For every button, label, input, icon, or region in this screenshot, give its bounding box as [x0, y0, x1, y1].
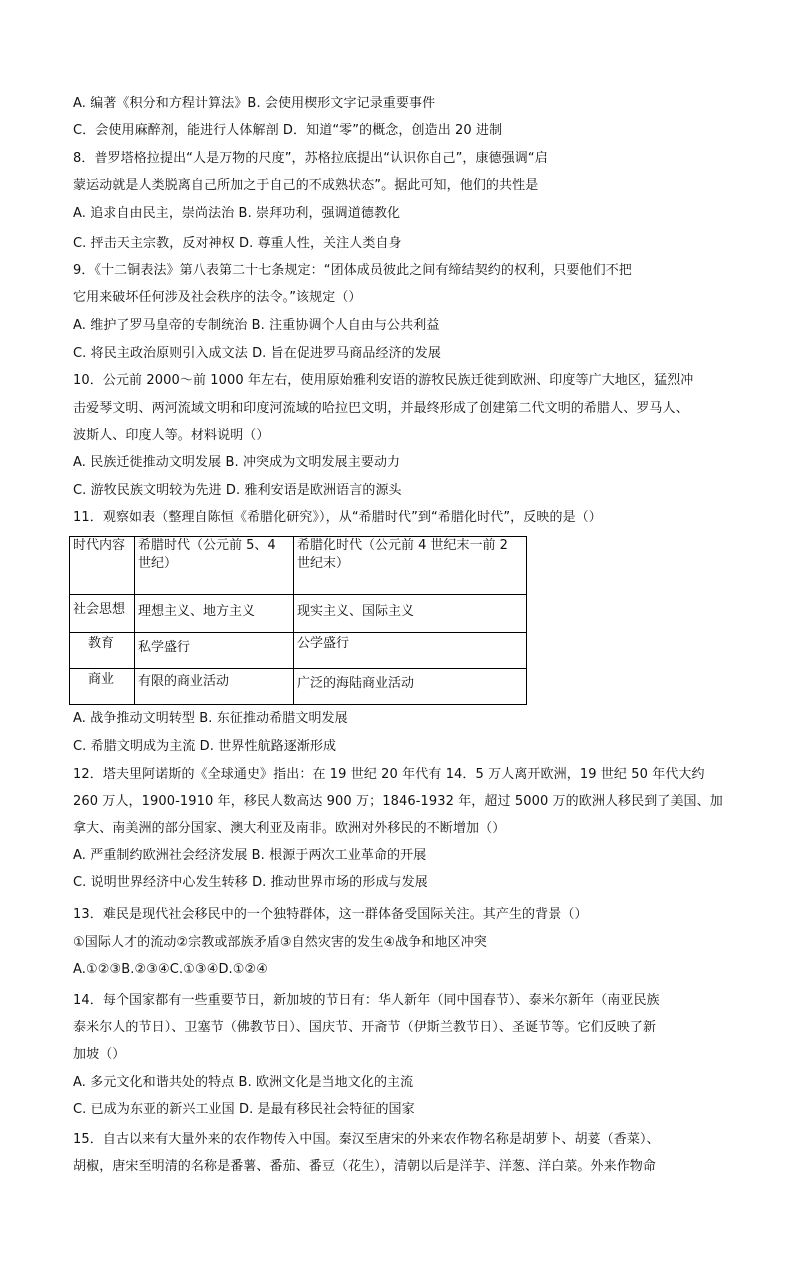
table-cell: 希腊化时代（公元前 4 世纪末一前 2 世纪末） [294, 537, 527, 595]
option-line: A. 战争推动文明转型 B. 东征推动希腊文明发展 [73, 711, 348, 726]
option-line: A. 多元文化和谐共处的特点 B. 欧洲文化是当地文化的主流 [73, 1075, 414, 1090]
question-text: 它用来破坏任何涉及社会秩序的法令。”该规定（） [73, 290, 362, 305]
option-line: A.①②③B.②③④C.①③④D.①②④ [73, 962, 269, 977]
option-line: A. 民族迁徙推动文明发展 B. 冲突成为文明发展主要动力 [73, 455, 401, 470]
option-line: A. 维护了罗马皇帝的专制统治 B. 注重协调个人自由与公共利益 [73, 318, 440, 333]
question-text: 击爱琴文明、两河流域文明和印度河流域的哈拉巴文明，并最终形成了创建第二代文明的希腊人、罗马人、 [73, 401, 689, 416]
option-line: A. 编著《积分和方程计算法》B. 会使用楔形文字记录重要事件 [73, 96, 436, 111]
question-text: 泰米尔人的节日）、卫塞节（佛教节日）、国庆节、开斋节（伊斯兰教节日）、圣诞节等。它们反映了新 [73, 1020, 657, 1035]
option-line: C. 将民主政治原则引入成文法 D. 旨在促进罗马商品经济的发展 [73, 346, 441, 361]
table-cell: 有限的商业活动 [135, 669, 294, 705]
question-text: 拿大、南美洲的部分国家、澳大利亚及南非。欧洲对外移民的不断增加（） [73, 821, 506, 836]
table-cell: 希腊时代（公元前 5、4 世纪） [135, 537, 294, 595]
option-line: C．会使用麻醉剂，能进行人体解剖 D．知道“零”的概念，创造出 20 进制 [73, 123, 503, 138]
option-line: C. 希腊文明成为主流 D. 世界性航路逐渐形成 [73, 739, 337, 754]
comparison-table [69, 536, 527, 705]
question-15: 15．自古以来有大量外来的农作物传入中国。秦汉至唐宋的外来农作物名称是胡萝卜、胡荽（香菜）、 [73, 1132, 660, 1147]
question-12: 12．塔夫里阿诺斯的《全球通史》指出：在 19 世纪 20 年代有 14．5 万人离开欧洲，19 世纪 50 年代大约 [73, 767, 705, 782]
table-row [70, 633, 527, 669]
question-14: 14．每个国家都有一些重要节日，新加坡的节日有：华人新年（同中国春节）、泰米尔新年（南亚民族 [73, 993, 660, 1008]
option-line: A. 追求自由民主，崇尚法治 B. 崇拜功利，强调道德教化 [73, 206, 401, 221]
question-8: 8．普罗塔格拉提出“人是万物的尺度”，苏格拉底提出“认识你自己”，康德强调“启 [73, 151, 548, 166]
table-cell: 时代内容 [70, 537, 135, 595]
table-cell: 教育 [70, 633, 135, 669]
table-row [70, 537, 527, 595]
table-row [70, 669, 527, 705]
option-line: C. 已成为东亚的新兴工业国 D. 是最有移民社会特征的国家 [73, 1102, 415, 1117]
table-cell: 社会思想 [70, 595, 135, 633]
question-text: 胡椒，唐宋至明清的名称是番薯、番茄、番豆（花生），清朝以后是洋芋、洋葱、洋白菜。外来作物命 [73, 1159, 657, 1174]
option-line: A. 严重制约欧洲社会经济发展 B. 根源于两次工业革命的开展 [73, 848, 427, 863]
table-cell: 公学盛行 [294, 633, 527, 669]
table-cell: 私学盛行 [135, 633, 294, 669]
table-cell: 广泛的海陆商业活动 [294, 669, 527, 705]
question-10: 10．公元前 2000～前 1000 年左右，使用原始雅利安语的游牧民族迁徙到欧洲、印度等广大地区，猛烈冲 [73, 373, 694, 388]
option-line: C. 抨击天主宗教，反对神权 D. 尊重人性，关注人类自身 [73, 236, 402, 251]
question-text: 波斯人、印度人等。材料说明（） [73, 428, 270, 443]
option-line: C. 说明世界经济中心发生转移 D. 推动世界市场的形成与发展 [73, 875, 428, 890]
question-13: 13．难民是现代社会移民中的一个独特群体，这一群体备受国际关注。其产生的背景（） [73, 907, 588, 922]
question-11: 11．观察如表（整理自陈恒《希腊化研究》），从“希腊时代”到“希腊化时代”，反映的是（） [73, 510, 602, 525]
table-cell: 商业 [70, 669, 135, 705]
table-row [70, 595, 527, 633]
table-cell: 现实主义、国际主义 [294, 595, 527, 633]
question-text: ①国际人才的流动②宗教或部族矛盾③自然灾害的发生④战争和地区冲突 [73, 935, 487, 950]
question-text: 加坡（） [73, 1047, 126, 1062]
table-cell: 理想主义、地方主义 [135, 595, 294, 633]
question-9: 9．《十二铜表法》第八表第二十七条规定：“团体成员彼此之间有缔结契约的权利，只要他们不把 [73, 263, 632, 278]
option-line: C. 游牧民族文明较为先进 D. 雅利安语是欧洲语言的源头 [73, 483, 402, 498]
question-text: 260 万人，1900-1910 年，移民人数高达 900 万；1846-1932 年，超过 5000 万的欧洲人移民到了美国、加 [73, 794, 723, 809]
question-text: 蒙运动就是人类脱离自己所加之于自己的不成熟状态”。据此可知，他们的共性是 [73, 178, 539, 193]
